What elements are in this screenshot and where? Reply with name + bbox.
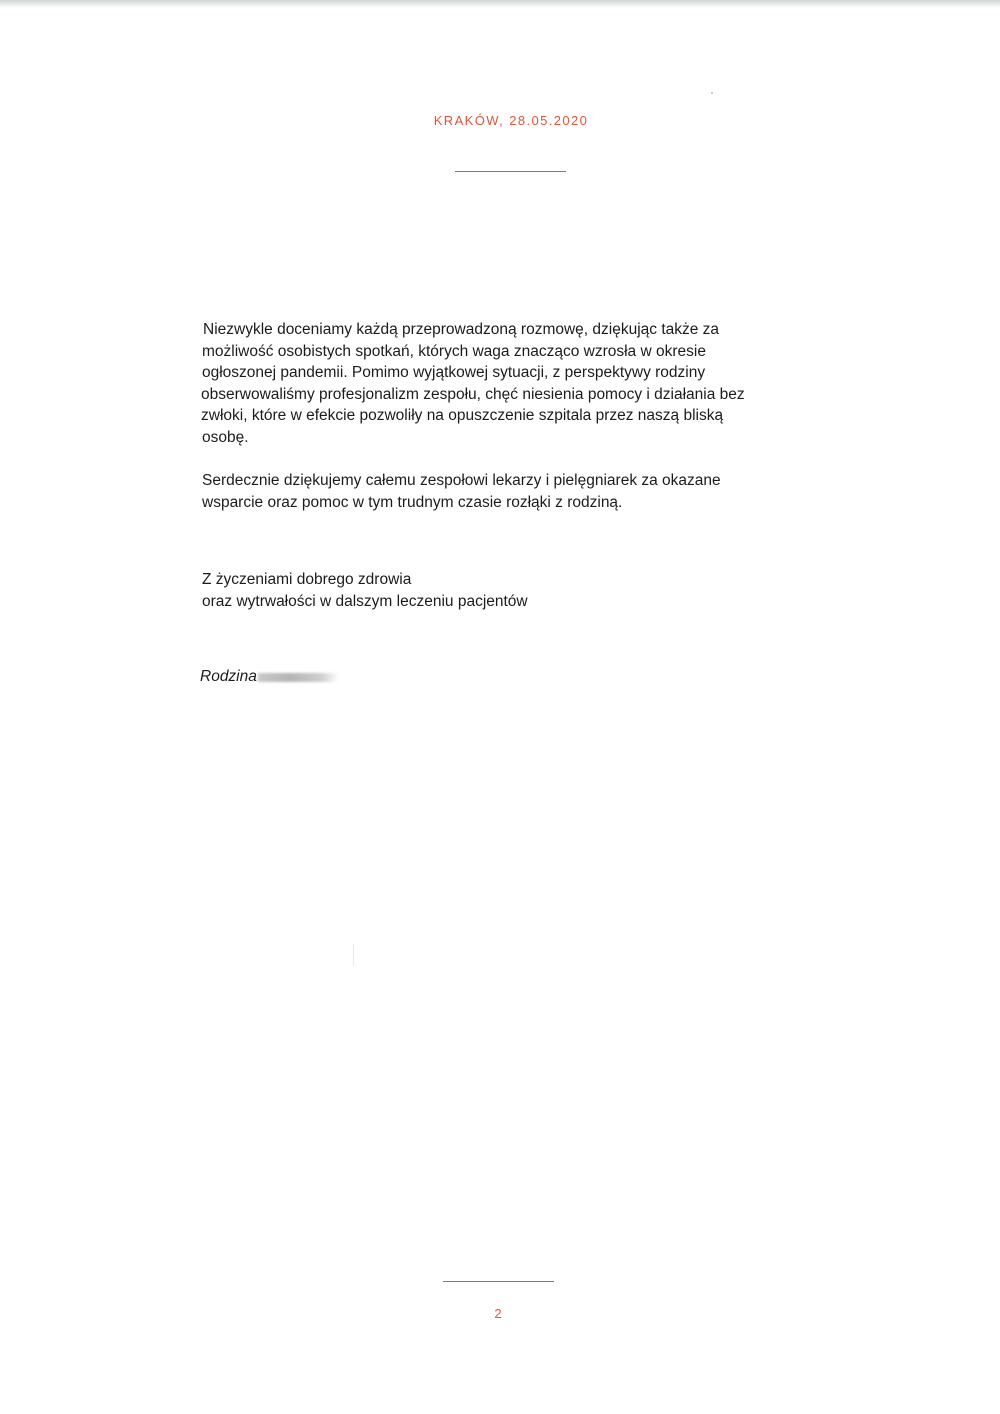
paragraph-1 [202,319,802,448]
scan-artifact [353,944,354,966]
closing-line: oraz wytrwałości w dalszym leczeniu pacjentów [202,592,528,610]
text-line: możliwość osobistych spotkań, których waga znacząco wzrosła w okresie [202,342,706,360]
text-line: wsparcie oraz pomoc w tym trudnym czasie rozłąki z rodziną. [202,493,623,511]
scan-speck [711,92,713,94]
text-line: obserwowaliśmy profesjonalizm zespołu, chęć niesienia pomocy i działania bez [201,385,745,403]
date-line: KRAKÓW, 28.05.2020 [433,113,589,128]
closing-line: Z życzeniami dobrego zdrowia [202,571,412,588]
text-line: Serdecznie dziękujemy całemu zespołowi lekarzy i pielęgniarek za okazane [202,472,721,489]
text-line: ogłoszonej pandemii. Pomimo wyjątkowej sytuacji, z perspektywy rodziny [202,364,706,381]
footer-divider [443,1281,554,1282]
page-number: 2 [494,1306,502,1321]
paragraph-2 [202,470,802,513]
scan-edge [0,0,1000,8]
signature [200,668,338,686]
text-line: zwłoki, które w efekcie pozwoliły na opuszczenie szpitala przez naszą bliską [201,407,724,424]
signature-text: Rodzina [200,668,257,685]
text-line: Niezwykle doceniamy każdą przeprowadzoną rozmowę, dziękując także za [203,321,720,338]
closing [202,569,802,612]
redacted-surname [258,673,338,682]
header-divider [455,171,566,172]
text-line: osobę. [202,428,249,446]
